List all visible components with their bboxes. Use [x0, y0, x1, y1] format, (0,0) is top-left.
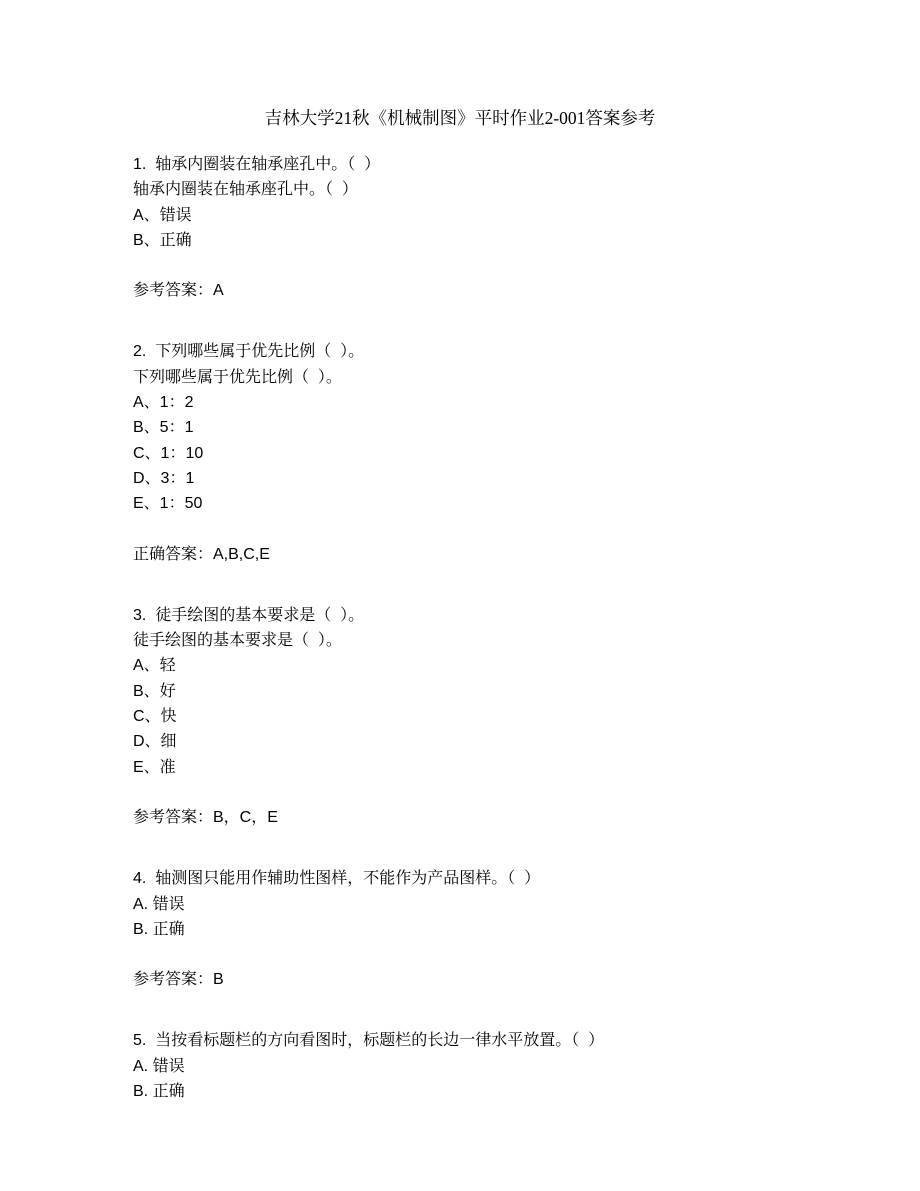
question-option[interactable]: B、好	[133, 682, 176, 700]
question-option[interactable]: A、轻	[133, 657, 176, 675]
question-block-3	[133, 603, 893, 830]
question-option[interactable]: A、1：2	[133, 394, 194, 412]
question-option[interactable]: A. 错误	[133, 1057, 185, 1075]
answer-text: 正确答案：A,B,C,E	[133, 545, 270, 563]
question-option[interactable]: E、准	[133, 758, 176, 776]
question-option[interactable]: D、3：1	[133, 469, 195, 487]
question-option[interactable]: B. 正确	[133, 1083, 185, 1101]
questions-container	[133, 152, 893, 1104]
question-stem: 5. 当按看标题栏的方向看图时，标题栏的长边一律水平放置。（ ）	[133, 1032, 605, 1050]
question-option[interactable]: B、正确	[133, 231, 192, 249]
spacer	[133, 517, 893, 542]
question-option[interactable]: E、1：50	[133, 495, 203, 513]
question-option[interactable]: C、1：10	[133, 444, 204, 462]
question-stem: 4. 轴测图只能用作辅助性图样，不能作为产品图样。（ ）	[133, 870, 541, 888]
question-option[interactable]: A、错误	[133, 206, 192, 224]
spacer	[133, 942, 893, 967]
question-stem-repeat: 徒手绘图的基本要求是（ ）。	[133, 632, 342, 650]
question-stem: 1. 轴承内圈装在轴承座孔中。（ ）	[133, 156, 381, 173]
answer-text: 参考答案：B，C，E	[133, 808, 278, 826]
question-option[interactable]: D、细	[133, 733, 177, 751]
answer-text: 参考答案：B	[133, 971, 224, 989]
page-title: 吉林大学21秋《机械制图》平时作业2-001答案参考	[264, 108, 656, 128]
question-stem-repeat: 轴承内圈装在轴承座孔中。（ ）	[133, 181, 358, 199]
question-option[interactable]: B. 正确	[133, 920, 185, 938]
question-block-5	[133, 1028, 893, 1104]
question-stem: 3. 徒手绘图的基本要求是（ ）。	[133, 606, 365, 624]
question-stem-repeat: 下列哪些属于优先比例（ ）。	[133, 368, 342, 386]
question-stem: 2. 下列哪些属于优先比例（ ）。	[133, 343, 365, 361]
answer-text: 参考答案：A	[133, 282, 224, 300]
question-block-4	[133, 866, 893, 992]
question-option[interactable]: A. 错误	[133, 895, 185, 913]
question-block-2	[133, 339, 893, 566]
question-option[interactable]: C、快	[133, 708, 177, 726]
question-option[interactable]: B、5：1	[133, 419, 194, 437]
spacer	[133, 780, 893, 805]
question-block-1	[133, 152, 893, 303]
spacer	[133, 253, 893, 278]
